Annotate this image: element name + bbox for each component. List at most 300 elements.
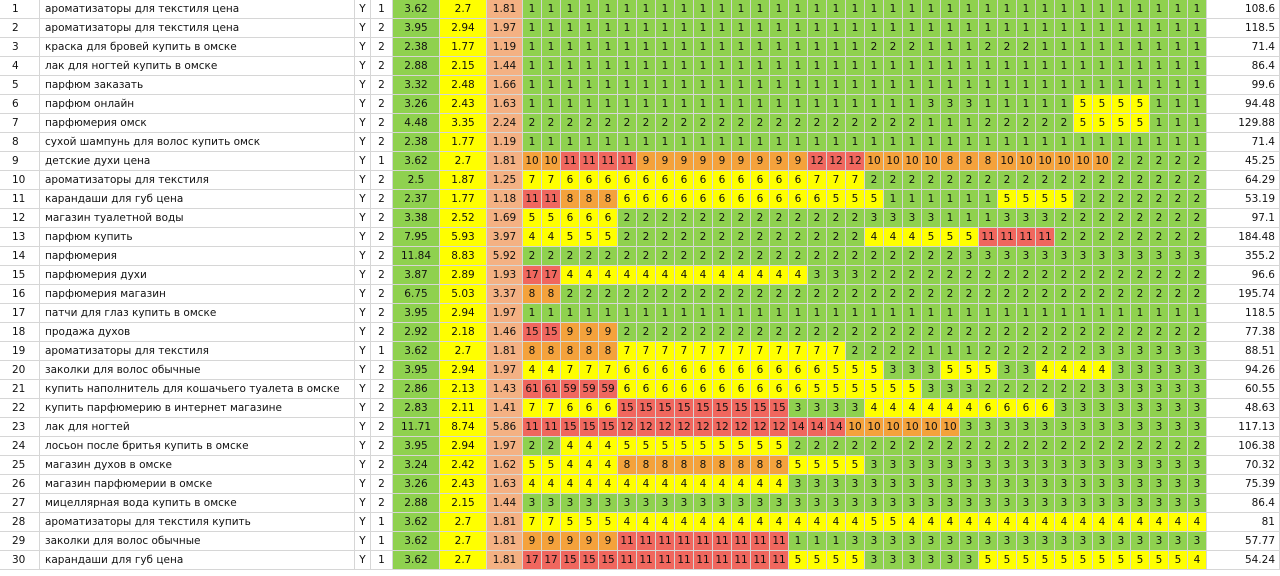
position-cell[interactable]: 3 xyxy=(846,266,865,285)
position-cell[interactable]: 1 xyxy=(1093,133,1112,152)
position-cell[interactable]: 3 xyxy=(1093,456,1112,475)
position-cell[interactable]: 2 xyxy=(808,209,827,228)
flag-cell[interactable]: Y xyxy=(355,57,371,76)
position-cell[interactable]: 1 xyxy=(637,133,656,152)
position-cell[interactable]: 2 xyxy=(732,228,751,247)
position-cell[interactable]: 3 xyxy=(979,475,998,494)
position-cell[interactable]: 3 xyxy=(1112,494,1131,513)
value-b-cell[interactable]: 2.94 xyxy=(440,19,487,38)
flag-cell[interactable]: Y xyxy=(355,76,371,95)
position-cell[interactable]: 2 xyxy=(846,342,865,361)
position-cell[interactable]: 2 xyxy=(884,437,903,456)
position-cell[interactable]: 1 xyxy=(865,19,884,38)
total-cell[interactable]: 64.29 xyxy=(1207,171,1280,190)
position-cell[interactable]: 1 xyxy=(732,76,751,95)
position-cell[interactable]: 2 xyxy=(979,380,998,399)
position-cell[interactable]: 10 xyxy=(884,418,903,437)
position-cell[interactable]: 4 xyxy=(675,266,694,285)
position-cell[interactable]: 1 xyxy=(656,19,675,38)
position-cell[interactable]: 5 xyxy=(941,228,960,247)
position-cell[interactable]: 2 xyxy=(732,285,751,304)
position-cell[interactable]: 11 xyxy=(751,532,770,551)
position-cell[interactable]: 1 xyxy=(523,38,542,57)
position-cell[interactable]: 4 xyxy=(1074,361,1093,380)
position-cell[interactable]: 5 xyxy=(561,228,580,247)
keyword-cell[interactable]: ароматизаторы для текстиля цена xyxy=(40,0,355,19)
position-cell[interactable]: 3 xyxy=(884,209,903,228)
position-cell[interactable]: 5 xyxy=(580,228,599,247)
position-cell[interactable]: 6 xyxy=(561,171,580,190)
position-cell[interactable]: 5 xyxy=(1169,551,1188,570)
position-cell[interactable]: 1 xyxy=(1093,19,1112,38)
position-cell[interactable]: 3 xyxy=(1169,532,1188,551)
position-cell[interactable]: 1 xyxy=(1150,304,1169,323)
total-cell[interactable]: 117.13 xyxy=(1207,418,1280,437)
position-cell[interactable]: 3 xyxy=(808,475,827,494)
position-cell[interactable]: 2 xyxy=(1036,380,1055,399)
position-cell[interactable]: 11 xyxy=(618,152,637,171)
position-cell[interactable]: 1 xyxy=(941,190,960,209)
position-cell[interactable]: 6 xyxy=(732,190,751,209)
position-cell[interactable]: 1 xyxy=(941,57,960,76)
value-c-cell[interactable]: 1.62 xyxy=(487,456,523,475)
value-c-cell[interactable]: 1.44 xyxy=(487,57,523,76)
position-cell[interactable]: 3 xyxy=(732,494,751,513)
position-cell[interactable]: 2 xyxy=(1131,209,1150,228)
value-a-cell[interactable]: 3.62 xyxy=(393,513,440,532)
position-cell[interactable]: 3 xyxy=(941,475,960,494)
value-b-cell[interactable]: 2.94 xyxy=(440,361,487,380)
position-cell[interactable]: 2 xyxy=(637,247,656,266)
position-cell[interactable]: 1 xyxy=(523,0,542,19)
position-cell[interactable]: 7 xyxy=(827,171,846,190)
group-cell[interactable]: 2 xyxy=(371,418,393,437)
total-cell[interactable]: 70.32 xyxy=(1207,456,1280,475)
position-cell[interactable]: 2 xyxy=(1074,209,1093,228)
position-cell[interactable]: 1 xyxy=(770,38,789,57)
position-cell[interactable]: 5 xyxy=(903,380,922,399)
position-cell[interactable]: 9 xyxy=(789,152,808,171)
position-cell[interactable]: 3 xyxy=(1093,380,1112,399)
position-cell[interactable]: 6 xyxy=(580,399,599,418)
position-cell[interactable]: 5 xyxy=(542,209,561,228)
position-cell[interactable]: 4 xyxy=(675,513,694,532)
position-cell[interactable]: 11 xyxy=(998,228,1017,247)
position-cell[interactable]: 1 xyxy=(884,304,903,323)
position-cell[interactable]: 4 xyxy=(865,228,884,247)
position-cell[interactable]: 5 xyxy=(523,456,542,475)
row-number-cell[interactable]: 23 xyxy=(0,418,40,437)
position-cell[interactable]: 5 xyxy=(1074,551,1093,570)
position-cell[interactable]: 2 xyxy=(903,342,922,361)
position-cell[interactable]: 4 xyxy=(941,513,960,532)
position-cell[interactable]: 4 xyxy=(903,399,922,418)
position-cell[interactable]: 1 xyxy=(903,95,922,114)
position-cell[interactable]: 3 xyxy=(1169,247,1188,266)
position-cell[interactable]: 3 xyxy=(998,475,1017,494)
position-cell[interactable]: 1 xyxy=(656,76,675,95)
value-c-cell[interactable]: 5.86 xyxy=(487,418,523,437)
position-cell[interactable]: 4 xyxy=(827,513,846,532)
position-cell[interactable]: 5 xyxy=(846,361,865,380)
position-cell[interactable]: 3 xyxy=(1188,247,1207,266)
total-cell[interactable]: 60.55 xyxy=(1207,380,1280,399)
position-cell[interactable]: 1 xyxy=(960,190,979,209)
position-cell[interactable]: 8 xyxy=(618,456,637,475)
position-cell[interactable]: 1 xyxy=(580,95,599,114)
position-cell[interactable]: 3 xyxy=(884,494,903,513)
position-cell[interactable]: 4 xyxy=(732,513,751,532)
position-cell[interactable]: 15 xyxy=(580,418,599,437)
position-cell[interactable]: 3 xyxy=(903,532,922,551)
position-cell[interactable]: 7 xyxy=(789,342,808,361)
position-cell[interactable]: 2 xyxy=(903,285,922,304)
position-cell[interactable]: 2 xyxy=(979,38,998,57)
keyword-cell[interactable]: парфюмерия духи xyxy=(40,266,355,285)
position-cell[interactable]: 11 xyxy=(979,228,998,247)
flag-cell[interactable]: Y xyxy=(355,152,371,171)
position-cell[interactable]: 3 xyxy=(1017,532,1036,551)
flag-cell[interactable]: Y xyxy=(355,456,371,475)
position-cell[interactable]: 1 xyxy=(732,133,751,152)
position-cell[interactable]: 1 xyxy=(1074,76,1093,95)
position-cell[interactable]: 3 xyxy=(1150,456,1169,475)
group-cell[interactable]: 2 xyxy=(371,76,393,95)
position-cell[interactable]: 2 xyxy=(1093,209,1112,228)
row-number-cell[interactable]: 19 xyxy=(0,342,40,361)
position-cell[interactable]: 2 xyxy=(998,114,1017,133)
position-cell[interactable]: 3 xyxy=(1017,209,1036,228)
position-cell[interactable]: 3 xyxy=(922,551,941,570)
position-cell[interactable]: 1 xyxy=(770,76,789,95)
total-cell[interactable]: 184.48 xyxy=(1207,228,1280,247)
value-b-cell[interactable]: 1.77 xyxy=(440,190,487,209)
position-cell[interactable]: 4 xyxy=(561,437,580,456)
value-a-cell[interactable]: 3.26 xyxy=(393,475,440,494)
position-cell[interactable]: 1 xyxy=(1131,133,1150,152)
position-cell[interactable]: 2 xyxy=(637,323,656,342)
position-cell[interactable]: 2 xyxy=(846,323,865,342)
position-cell[interactable]: 1 xyxy=(770,0,789,19)
position-cell[interactable]: 5 xyxy=(770,437,789,456)
position-cell[interactable]: 3 xyxy=(960,95,979,114)
position-cell[interactable]: 9 xyxy=(561,323,580,342)
position-cell[interactable]: 5 xyxy=(523,209,542,228)
position-cell[interactable]: 2 xyxy=(561,247,580,266)
position-cell[interactable]: 1 xyxy=(1150,114,1169,133)
position-cell[interactable]: 1 xyxy=(732,38,751,57)
position-cell[interactable]: 1 xyxy=(751,57,770,76)
row-number-cell[interactable]: 20 xyxy=(0,361,40,380)
flag-cell[interactable]: Y xyxy=(355,532,371,551)
position-cell[interactable]: 1 xyxy=(561,95,580,114)
position-cell[interactable]: 14 xyxy=(789,418,808,437)
keyword-cell[interactable]: ароматизаторы для текстиля xyxy=(40,342,355,361)
position-cell[interactable]: 3 xyxy=(637,494,656,513)
position-cell[interactable]: 4 xyxy=(1188,551,1207,570)
position-cell[interactable]: 2 xyxy=(1017,114,1036,133)
position-cell[interactable]: 6 xyxy=(694,380,713,399)
position-cell[interactable]: 1 xyxy=(770,19,789,38)
position-cell[interactable]: 2 xyxy=(542,247,561,266)
position-cell[interactable]: 2 xyxy=(865,342,884,361)
position-cell[interactable]: 3 xyxy=(922,361,941,380)
position-cell[interactable]: 3 xyxy=(656,494,675,513)
position-cell[interactable]: 1 xyxy=(580,57,599,76)
position-cell[interactable]: 2 xyxy=(1188,228,1207,247)
position-cell[interactable]: 4 xyxy=(751,266,770,285)
position-cell[interactable]: 2 xyxy=(637,285,656,304)
position-cell[interactable]: 3 xyxy=(960,551,979,570)
position-cell[interactable]: 2 xyxy=(1055,228,1074,247)
position-cell[interactable]: 2 xyxy=(580,247,599,266)
value-a-cell[interactable]: 3.32 xyxy=(393,76,440,95)
flag-cell[interactable]: Y xyxy=(355,171,371,190)
position-cell[interactable]: 11 xyxy=(713,551,732,570)
position-cell[interactable]: 5 xyxy=(846,190,865,209)
value-c-cell[interactable]: 1.63 xyxy=(487,95,523,114)
position-cell[interactable]: 4 xyxy=(1093,361,1112,380)
position-cell[interactable]: 1 xyxy=(846,304,865,323)
position-cell[interactable]: 1 xyxy=(865,0,884,19)
value-b-cell[interactable]: 2.42 xyxy=(440,456,487,475)
position-cell[interactable]: 3 xyxy=(979,494,998,513)
position-cell[interactable]: 3 xyxy=(1017,456,1036,475)
row-number-cell[interactable]: 27 xyxy=(0,494,40,513)
position-cell[interactable]: 4 xyxy=(960,399,979,418)
position-cell[interactable]: 7 xyxy=(599,361,618,380)
group-cell[interactable]: 2 xyxy=(371,399,393,418)
position-cell[interactable]: 1 xyxy=(523,133,542,152)
position-cell[interactable]: 3 xyxy=(1036,209,1055,228)
position-cell[interactable]: 5 xyxy=(827,190,846,209)
position-cell[interactable]: 5 xyxy=(960,361,979,380)
position-cell[interactable]: 1 xyxy=(542,38,561,57)
value-a-cell[interactable]: 3.38 xyxy=(393,209,440,228)
flag-cell[interactable]: Y xyxy=(355,418,371,437)
position-cell[interactable]: 6 xyxy=(751,190,770,209)
position-cell[interactable]: 3 xyxy=(979,456,998,475)
flag-cell[interactable]: Y xyxy=(355,285,371,304)
position-cell[interactable]: 1 xyxy=(542,95,561,114)
position-cell[interactable]: 3 xyxy=(1150,342,1169,361)
position-cell[interactable]: 1 xyxy=(789,38,808,57)
position-cell[interactable]: 5 xyxy=(1093,551,1112,570)
position-cell[interactable]: 3 xyxy=(903,494,922,513)
position-cell[interactable]: 11 xyxy=(713,532,732,551)
position-cell[interactable]: 2 xyxy=(789,209,808,228)
position-cell[interactable]: 2 xyxy=(789,323,808,342)
position-cell[interactable]: 6 xyxy=(694,171,713,190)
position-cell[interactable]: 1 xyxy=(789,0,808,19)
position-cell[interactable]: 12 xyxy=(637,418,656,437)
position-cell[interactable]: 1 xyxy=(656,0,675,19)
position-cell[interactable]: 1 xyxy=(789,76,808,95)
position-cell[interactable]: 3 xyxy=(884,475,903,494)
position-cell[interactable]: 2 xyxy=(1188,190,1207,209)
group-cell[interactable]: 2 xyxy=(371,456,393,475)
position-cell[interactable]: 4 xyxy=(1188,513,1207,532)
position-cell[interactable]: 4 xyxy=(1055,361,1074,380)
position-cell[interactable]: 1 xyxy=(713,304,732,323)
position-cell[interactable]: 2 xyxy=(846,114,865,133)
position-cell[interactable]: 2 xyxy=(1093,190,1112,209)
position-cell[interactable]: 11 xyxy=(1036,228,1055,247)
group-cell[interactable]: 2 xyxy=(371,114,393,133)
position-cell[interactable]: 2 xyxy=(1188,152,1207,171)
position-cell[interactable]: 8 xyxy=(580,190,599,209)
position-cell[interactable]: 2 xyxy=(1188,437,1207,456)
position-cell[interactable]: 61 xyxy=(523,380,542,399)
value-a-cell[interactable]: 2.38 xyxy=(393,38,440,57)
position-cell[interactable]: 1 xyxy=(1131,304,1150,323)
value-a-cell[interactable]: 3.87 xyxy=(393,266,440,285)
flag-cell[interactable]: Y xyxy=(355,494,371,513)
position-cell[interactable]: 1 xyxy=(599,304,618,323)
position-cell[interactable]: 3 xyxy=(1188,361,1207,380)
position-cell[interactable]: 9 xyxy=(599,532,618,551)
position-cell[interactable]: 3 xyxy=(998,209,1017,228)
value-b-cell[interactable]: 2.43 xyxy=(440,95,487,114)
position-cell[interactable]: 1 xyxy=(941,209,960,228)
position-cell[interactable]: 2 xyxy=(998,285,1017,304)
position-cell[interactable]: 2 xyxy=(770,323,789,342)
position-cell[interactable]: 3 xyxy=(1017,361,1036,380)
position-cell[interactable]: 1 xyxy=(542,0,561,19)
position-cell[interactable]: 1 xyxy=(599,76,618,95)
position-cell[interactable]: 2 xyxy=(846,228,865,247)
position-cell[interactable]: 1 xyxy=(713,133,732,152)
position-cell[interactable]: 1 xyxy=(542,304,561,323)
position-cell[interactable]: 3 xyxy=(1036,494,1055,513)
position-cell[interactable]: 3 xyxy=(903,361,922,380)
position-cell[interactable]: 1 xyxy=(1150,19,1169,38)
position-cell[interactable]: 3 xyxy=(808,266,827,285)
position-cell[interactable]: 7 xyxy=(523,513,542,532)
position-cell[interactable]: 7 xyxy=(542,171,561,190)
value-a-cell[interactable]: 2.92 xyxy=(393,323,440,342)
position-cell[interactable]: 5 xyxy=(675,437,694,456)
position-cell[interactable]: 2 xyxy=(979,114,998,133)
position-cell[interactable]: 4 xyxy=(637,266,656,285)
row-number-cell[interactable]: 16 xyxy=(0,285,40,304)
position-cell[interactable]: 2 xyxy=(827,285,846,304)
position-cell[interactable]: 3 xyxy=(998,247,1017,266)
position-cell[interactable]: 3 xyxy=(1017,418,1036,437)
position-cell[interactable]: 1 xyxy=(1188,57,1207,76)
position-cell[interactable]: 1 xyxy=(865,133,884,152)
position-cell[interactable]: 5 xyxy=(561,513,580,532)
position-cell[interactable]: 15 xyxy=(618,399,637,418)
position-cell[interactable]: 1 xyxy=(751,0,770,19)
position-cell[interactable]: 1 xyxy=(922,190,941,209)
keyword-cell[interactable]: заколки для волос обычные xyxy=(40,532,355,551)
position-cell[interactable]: 1 xyxy=(1150,0,1169,19)
position-cell[interactable]: 1 xyxy=(1074,0,1093,19)
position-cell[interactable]: 1 xyxy=(1169,304,1188,323)
position-cell[interactable]: 3 xyxy=(789,494,808,513)
position-cell[interactable]: 4 xyxy=(751,475,770,494)
position-cell[interactable]: 1 xyxy=(1017,0,1036,19)
position-cell[interactable]: 2 xyxy=(922,323,941,342)
position-cell[interactable]: 5 xyxy=(789,551,808,570)
position-cell[interactable]: 5 xyxy=(1055,190,1074,209)
position-cell[interactable]: 17 xyxy=(542,266,561,285)
position-cell[interactable]: 2 xyxy=(884,38,903,57)
position-cell[interactable]: 3 xyxy=(846,532,865,551)
total-cell[interactable]: 71.4 xyxy=(1207,133,1280,152)
position-cell[interactable]: 2 xyxy=(751,285,770,304)
position-cell[interactable]: 3 xyxy=(1150,380,1169,399)
position-cell[interactable]: 2 xyxy=(941,247,960,266)
position-cell[interactable]: 6 xyxy=(713,380,732,399)
total-cell[interactable]: 97.1 xyxy=(1207,209,1280,228)
position-cell[interactable]: 1 xyxy=(865,57,884,76)
position-cell[interactable]: 3 xyxy=(1169,399,1188,418)
position-cell[interactable]: 1 xyxy=(941,19,960,38)
position-cell[interactable]: 15 xyxy=(599,418,618,437)
position-cell[interactable]: 5 xyxy=(1017,551,1036,570)
position-cell[interactable]: 15 xyxy=(732,399,751,418)
position-cell[interactable]: 1 xyxy=(1131,0,1150,19)
position-cell[interactable]: 10 xyxy=(1093,152,1112,171)
group-cell[interactable]: 2 xyxy=(371,247,393,266)
position-cell[interactable]: 2 xyxy=(1150,228,1169,247)
keyword-cell[interactable]: купить наполнитель для кошачьего туалета в омске xyxy=(40,380,355,399)
position-cell[interactable]: 2 xyxy=(1036,266,1055,285)
position-cell[interactable]: 1 xyxy=(580,304,599,323)
value-b-cell[interactable]: 2.7 xyxy=(440,513,487,532)
position-cell[interactable]: 2 xyxy=(713,228,732,247)
total-cell[interactable]: 57.77 xyxy=(1207,532,1280,551)
position-cell[interactable]: 2 xyxy=(903,114,922,133)
position-cell[interactable]: 2 xyxy=(580,114,599,133)
position-cell[interactable]: 1 xyxy=(1188,95,1207,114)
position-cell[interactable]: 3 xyxy=(1074,399,1093,418)
position-cell[interactable]: 2 xyxy=(561,285,580,304)
keyword-cell[interactable]: парфюмерия омск xyxy=(40,114,355,133)
position-cell[interactable]: 4 xyxy=(770,266,789,285)
position-cell[interactable]: 1 xyxy=(1150,95,1169,114)
value-a-cell[interactable]: 3.95 xyxy=(393,437,440,456)
position-cell[interactable]: 1 xyxy=(1169,95,1188,114)
position-cell[interactable]: 1 xyxy=(884,76,903,95)
keyword-cell[interactable]: магазин духов в омске xyxy=(40,456,355,475)
position-cell[interactable]: 8 xyxy=(561,190,580,209)
flag-cell[interactable]: Y xyxy=(355,228,371,247)
position-cell[interactable]: 3 xyxy=(1131,494,1150,513)
total-cell[interactable]: 71.4 xyxy=(1207,38,1280,57)
position-cell[interactable]: 5 xyxy=(599,228,618,247)
position-cell[interactable]: 2 xyxy=(884,266,903,285)
position-cell[interactable]: 1 xyxy=(1036,304,1055,323)
position-cell[interactable]: 2 xyxy=(599,114,618,133)
value-c-cell[interactable]: 1.66 xyxy=(487,76,523,95)
position-cell[interactable]: 3 xyxy=(1188,532,1207,551)
position-cell[interactable]: 5 xyxy=(998,190,1017,209)
row-number-cell[interactable]: 30 xyxy=(0,551,40,570)
position-cell[interactable]: 3 xyxy=(1055,456,1074,475)
position-cell[interactable]: 4 xyxy=(1169,513,1188,532)
position-cell[interactable]: 1 xyxy=(998,19,1017,38)
position-cell[interactable]: 4 xyxy=(656,513,675,532)
position-cell[interactable]: 2 xyxy=(1093,266,1112,285)
group-cell[interactable]: 2 xyxy=(371,304,393,323)
position-cell[interactable]: 2 xyxy=(1074,228,1093,247)
position-cell[interactable]: 3 xyxy=(903,209,922,228)
position-cell[interactable]: 3 xyxy=(941,95,960,114)
position-cell[interactable]: 8 xyxy=(580,342,599,361)
